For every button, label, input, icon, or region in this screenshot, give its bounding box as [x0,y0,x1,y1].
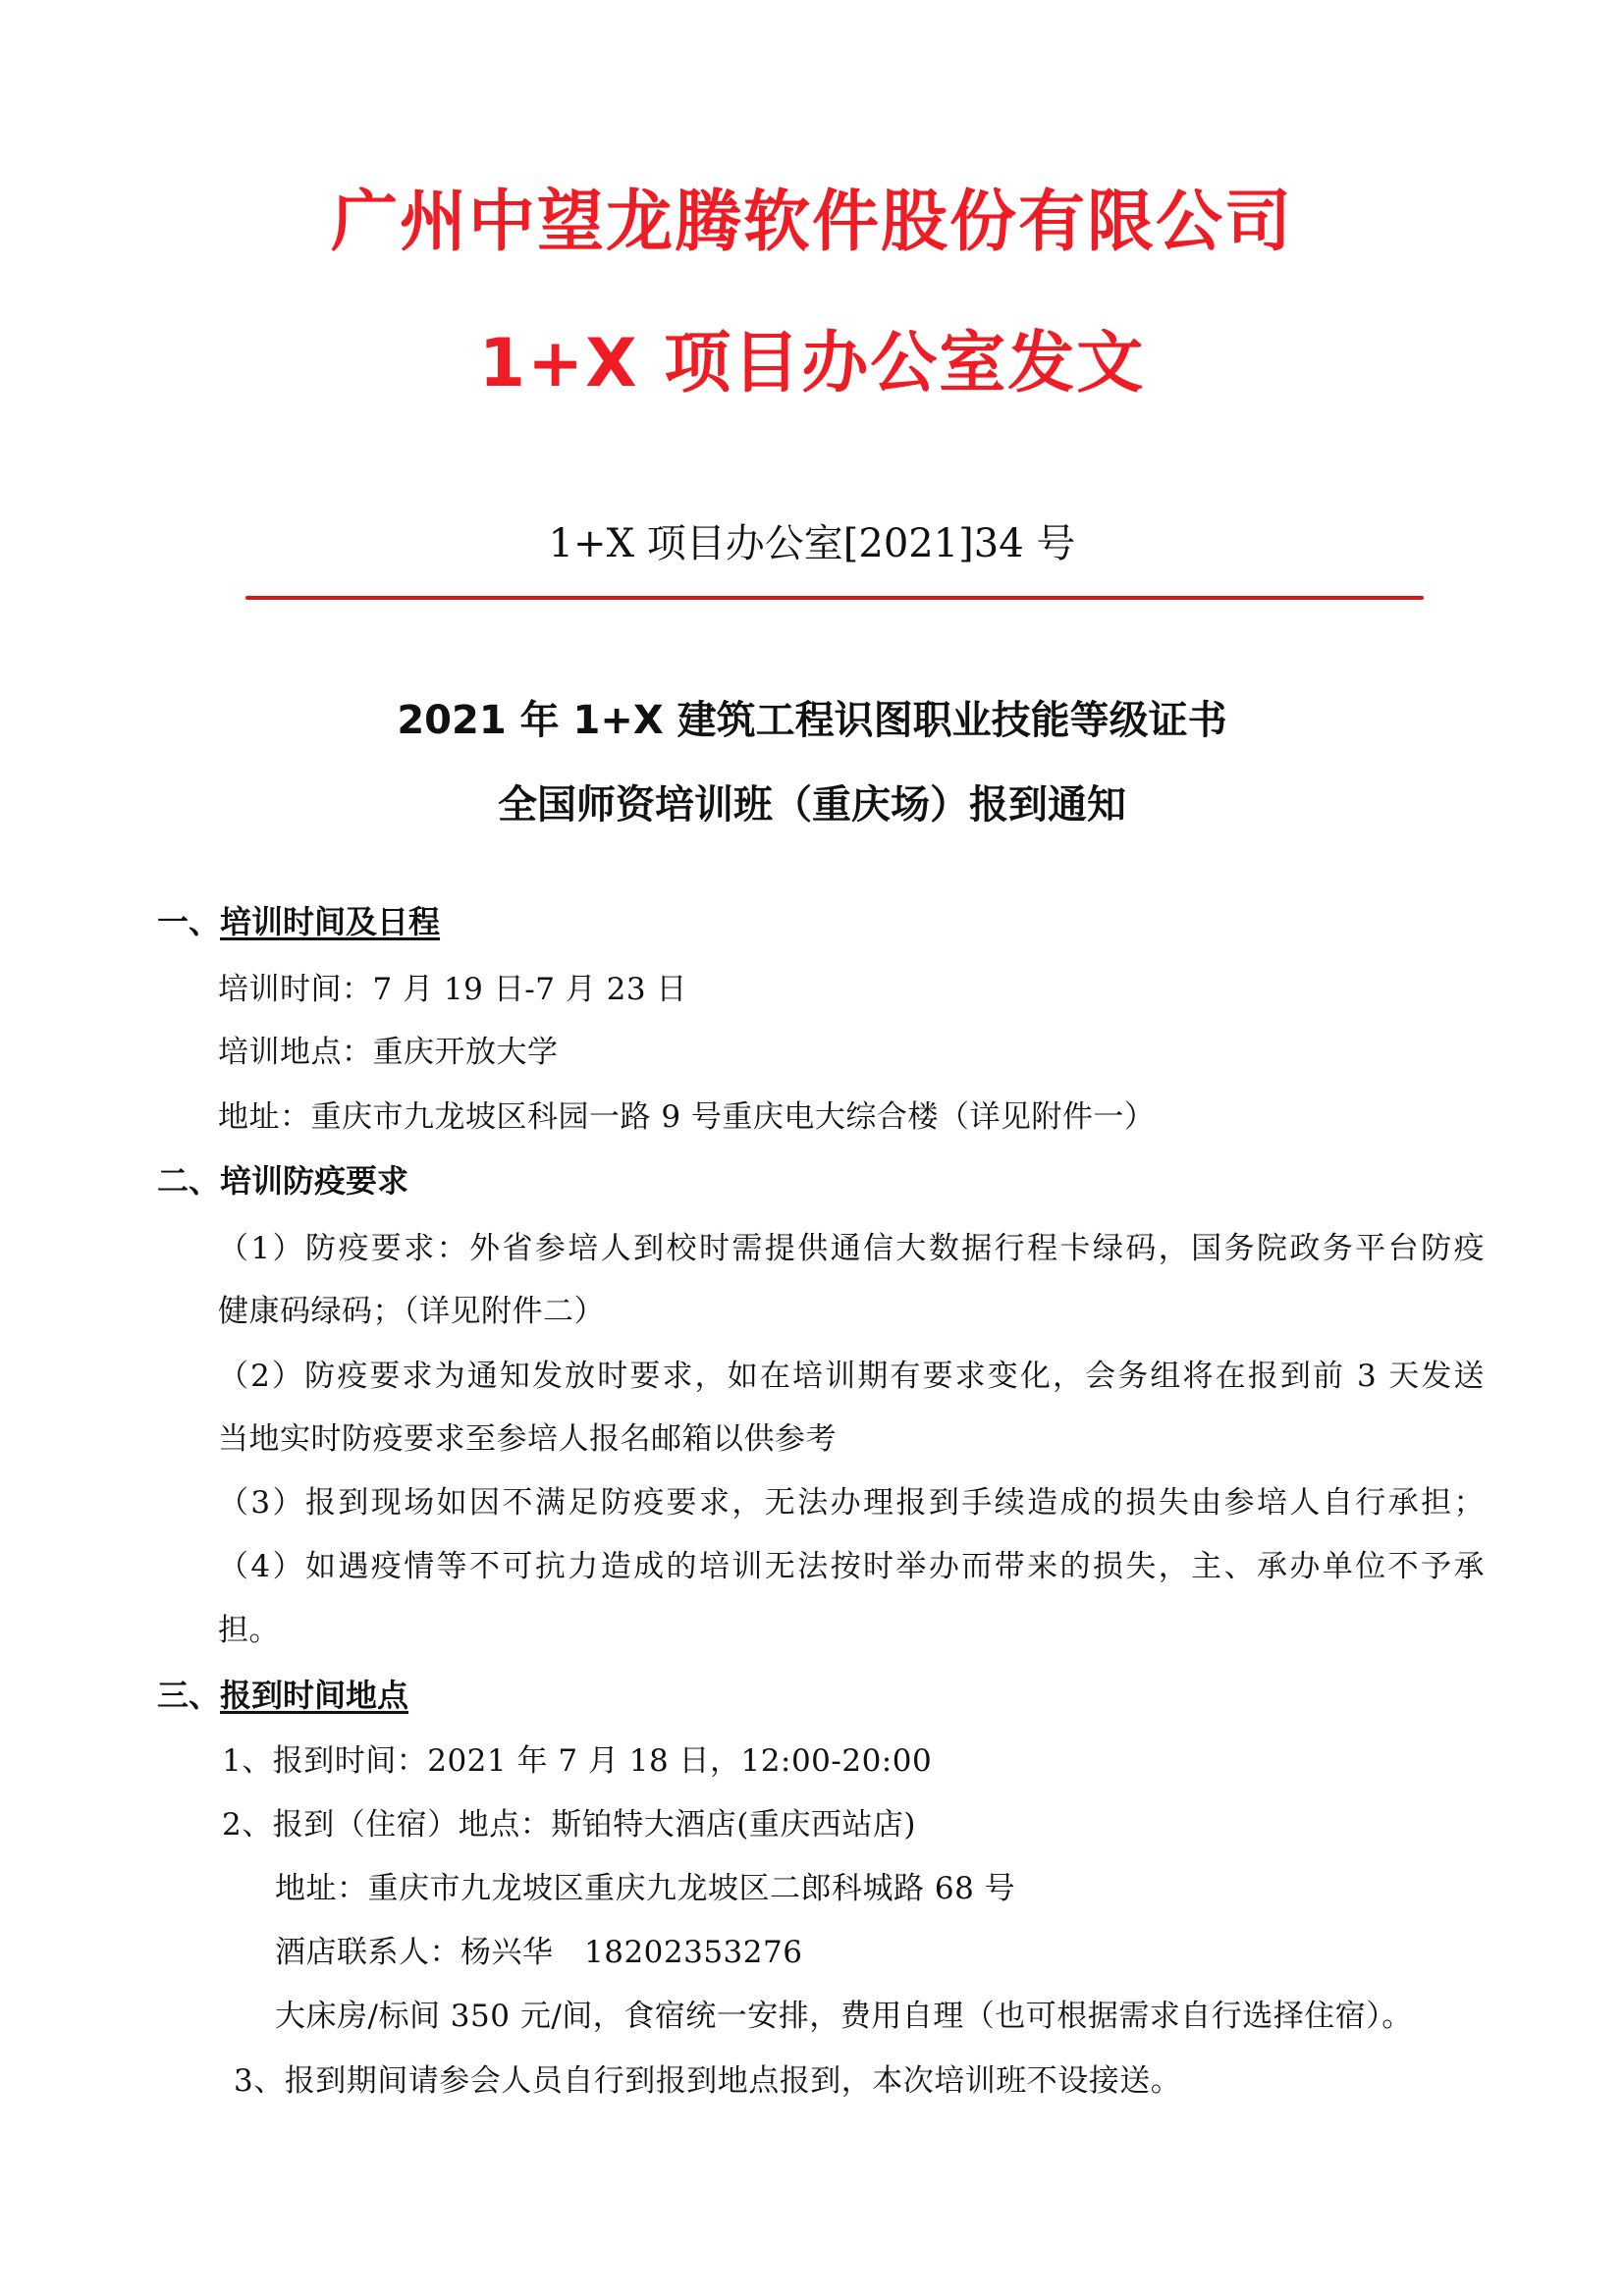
epidemic-item-3: （3）报到现场如因不满足防疫要求，无法办理报到手续造成的损失由参培人自行承担； [218,1485,1485,1521]
registration-note: 3、报到期间请参会人员自行到报到地点报到，本次培训班不设接送。 [234,2063,1182,2099]
epidemic-item-1: （1）防疫要求：外省参培人到校时需提供通信大数据行程卡绿码，国务院政务平台防疫 [218,1231,1485,1266]
epidemic-item-2-cont: 当地实时防疫要求至参培人报名邮箱以供参考 [218,1421,837,1457]
document-number: 1+X 项目办公室[2021]34 号 [548,521,1076,566]
section-heading-registration [157,1671,408,1716]
section-heading-epidemic [157,1156,408,1201]
epidemic-item-2: （2）防疫要求为通知发放时要求，如在培训期有要求变化，会务组将在报到前 3 天发送 [218,1359,1485,1394]
room-price: 大床房/标间 350 元/间，食宿统一安排，费用自理（也可根据需求自行选择住宿）。 [275,1999,1413,2034]
registration-time: 1、报到时间：2021 年 7 月 18 日，12:00-20:00 [222,1743,933,1779]
section-title: 报到时间地点 [220,1677,409,1714]
office-title: 1+X 项目办公室发文 [478,325,1146,402]
notice-title-line-2: 全国师资培训班（重庆场）报到通知 [498,782,1126,828]
section-title: 培训防疫要求 [220,1162,409,1200]
section-number: 一、 [157,903,221,940]
training-time: 培训时间：7 月 19 日-7 月 23 日 [218,972,687,1007]
epidemic-item-4: （4）如遇疫情等不可抗力造成的培训无法按时举办而带来的损失，主、承办单位不予承 [218,1549,1485,1584]
red-divider [245,596,1424,600]
training-location: 培训地点：重庆开放大学 [218,1035,559,1070]
section-title: 培训时间及日程 [220,903,441,940]
section-number: 二、 [157,1162,221,1200]
company-title: 广州中望龙腾软件股份有限公司 [330,184,1293,261]
hotel-contact: 酒店联系人：杨兴华 18202353276 [275,1935,803,1970]
notice-title-line-1: 2021 年 1+X 建筑工程识图职业技能等级证书 [397,698,1227,743]
registration-place: 2、报到（住宿）地点：斯铂特大酒店(重庆西站店) [222,1807,916,1842]
section-heading-schedule [157,897,440,942]
epidemic-item-4-cont: 担。 [218,1613,280,1648]
epidemic-item-1-cont: 健康码绿码；（详见附件二） [218,1294,605,1329]
hotel-address: 地址：重庆市九龙坡区重庆九龙坡区二郎科城路 68 号 [275,1871,1016,1906]
section-number: 三、 [157,1677,221,1714]
training-address: 地址：重庆市九龙坡区科园一路 9 号重庆电大综合楼（详见附件一） [218,1099,1156,1135]
